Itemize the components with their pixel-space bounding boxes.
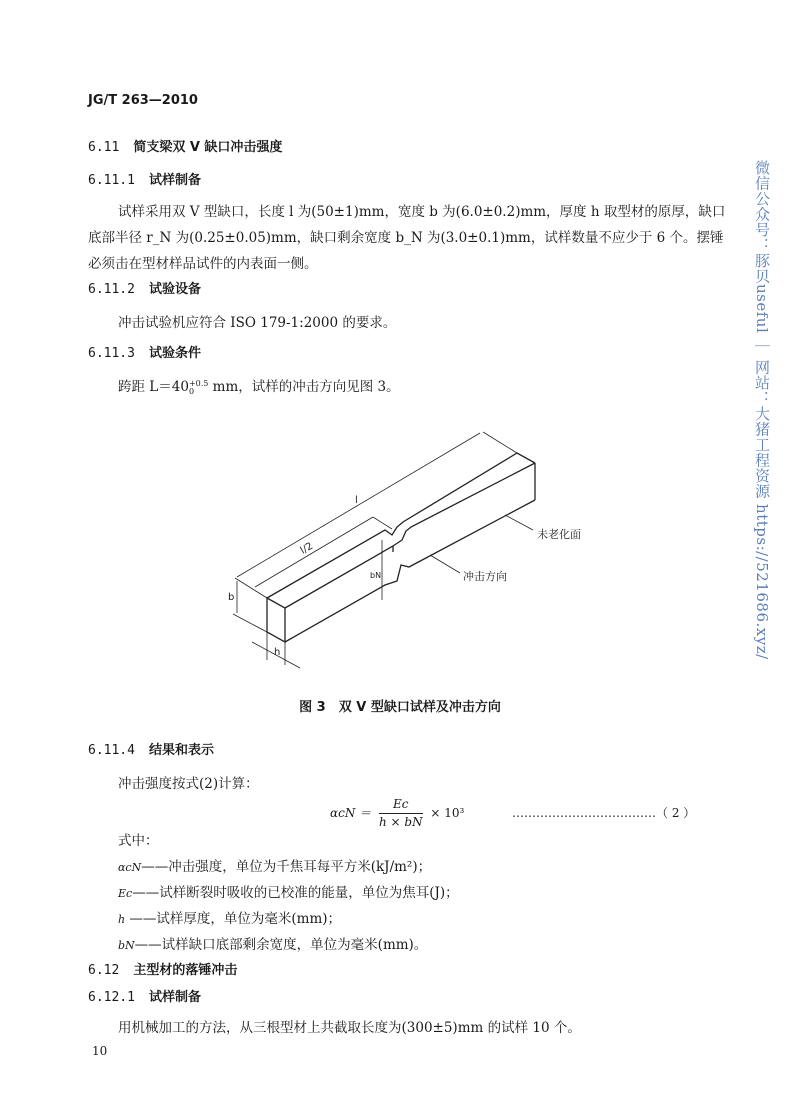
- section-title: 试验条件: [148, 346, 201, 361]
- paragraph: 冲击强度按式(2)计算：: [118, 776, 259, 792]
- formula-factor: × 10³: [430, 806, 465, 820]
- dim-line-l2: [255, 517, 373, 587]
- span-text: mm，试样的冲击方向见图 3。: [208, 379, 400, 395]
- section-number: 6.11.3: [88, 346, 135, 361]
- definition-item: [118, 884, 459, 903]
- section-title: 简支梁双 V 缺口冲击强度: [133, 140, 283, 155]
- definition-text: ——试样断裂时吸收的已校准的能量，单位为焦耳(J)；: [132, 885, 459, 901]
- label-b: b: [228, 592, 235, 603]
- formula-numerator: Ec: [393, 797, 409, 811]
- label-l: l: [355, 495, 358, 506]
- dim-line-l: [237, 433, 480, 577]
- section-title: 试样制备: [148, 173, 201, 188]
- watermark: 微信公众号：豚贝useful ｜ 网站：大猪工程资源 https://521686.xyz/: [753, 160, 771, 660]
- paragraph-line: 试样采用双 V 型缺口，长度 l 为(50±1)mm，宽度 b 为(6.0±0.2)mm，厚度 h 取型材的原厚，缺口: [118, 204, 726, 220]
- paragraph-line: 底部半径 r_N 为(0.25±0.05)mm，缺口剩余宽度 b_N 为(3.0±0.1)mm，试样数量不应少于 6 个。摆锤: [88, 230, 724, 246]
- section-number: 6.11.1: [88, 173, 135, 188]
- section-title: 结果和表示: [148, 743, 214, 758]
- formula-lhs: αcN ＝: [330, 806, 372, 820]
- definition-symbol: Ec: [118, 887, 133, 900]
- paragraph: 冲击试验机应符合 ISO 179-1:2000 的要求。: [118, 315, 397, 331]
- top-edge-front: [285, 463, 535, 608]
- label-bn: bN: [370, 571, 382, 580]
- front-face: [267, 598, 285, 642]
- label-l-half: l/2: [298, 540, 316, 557]
- definition-symbol: αcN: [118, 861, 142, 874]
- label-impact-direction: 冲击方向: [463, 570, 507, 583]
- definition-text: ——试样厚度，单位为毫米(mm)；: [125, 911, 342, 927]
- section-6-12-heading: [88, 962, 237, 980]
- section-title: 试样制备: [148, 990, 201, 1005]
- definition-item: [118, 910, 341, 929]
- page-number: 10: [92, 1044, 108, 1058]
- where-label: 式中：: [118, 833, 159, 849]
- paragraph-line: 必须击在型材样品试件的内表面一侧。: [88, 256, 318, 272]
- label-h: h: [274, 647, 281, 658]
- formula-fraction: [379, 796, 423, 831]
- leader-impact: [430, 555, 460, 573]
- formula: [330, 796, 464, 831]
- section-number: 6.11.2: [88, 282, 135, 297]
- section-6-11-4-heading: [88, 742, 214, 760]
- definition-symbol: bN: [118, 939, 135, 952]
- definition-text: ——冲击强度，单位为千焦耳每平方米(kJ/m²)；: [141, 859, 432, 875]
- section-title: 主型材的落锤冲击: [133, 963, 238, 978]
- section-number: 6.11: [88, 140, 120, 155]
- equation-number: ………………………………（ 2 ）: [512, 806, 696, 820]
- formula-denominator: h × bN: [378, 815, 423, 829]
- tolerance-lower: 0: [188, 386, 195, 396]
- document-header: JG/T 263—2010: [88, 93, 198, 108]
- section-number: 6.11.4: [88, 743, 135, 758]
- section-title: 试验设备: [148, 282, 201, 297]
- section-number: 6.12.1: [88, 990, 135, 1005]
- definition-item: [118, 858, 431, 877]
- paragraph: 用机械加工的方法，从三根型材上共截取长度为(300±5)mm 的试样 10 个。: [118, 1020, 581, 1036]
- definition-text: ——试样缺口底部剩余宽度，单位为毫米(mm)。: [134, 937, 428, 953]
- label-unaged-surface: 未老化面: [537, 528, 581, 541]
- figure-caption: 图 3 双 V 型缺口试样及冲击方向: [299, 700, 501, 715]
- leader-unaged: [505, 515, 533, 530]
- definition-item: [118, 936, 427, 955]
- section-number: 6.12: [88, 963, 120, 978]
- definition-symbol: h: [118, 913, 126, 926]
- section-6-12-1-heading: [88, 989, 201, 1007]
- span-text: 跨距 L＝40: [118, 379, 189, 395]
- tolerance-upper: +0.5: [188, 378, 209, 388]
